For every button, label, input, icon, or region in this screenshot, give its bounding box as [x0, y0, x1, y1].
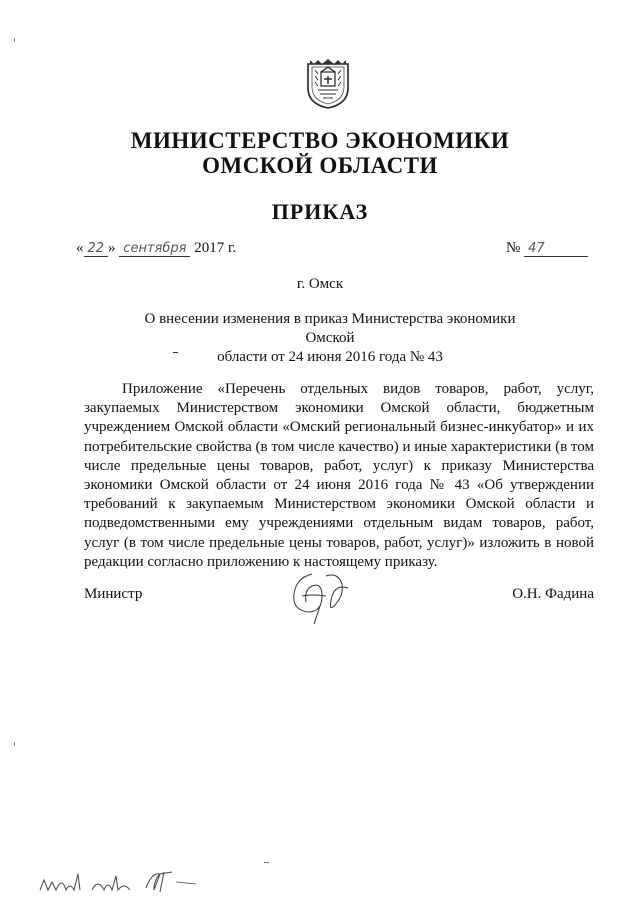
signatory-name: О.Н. Фадина [512, 586, 594, 602]
subject-line-2: области от 24 июня 2016 года № 43 [217, 349, 443, 365]
ministry-name [0, 128, 640, 178]
ministry-line-1: МИНИСТЕРСТВО ЭКОНОМИКИ [130, 128, 510, 153]
date-month-handwritten: сентября [119, 241, 190, 257]
omsk-coat-of-arms-icon [306, 58, 350, 110]
handwritten-note-icon [36, 860, 216, 896]
city-name: г. Омск [296, 276, 344, 292]
stray-mark [14, 38, 15, 42]
order-number [506, 240, 588, 257]
order-number-prefix: № [506, 240, 521, 256]
document-type-title: ПРИКАЗ [271, 199, 369, 224]
order-date [76, 240, 236, 257]
order-subject [120, 310, 540, 367]
body-paragraph: Приложение «Перечень отдельных видов товаров, работ, услуг, закупаемых Министерством экономики Омской области, бюджетным учреждением Омской области «Омский региональный бизнес-инкубатор» и их потребительские свойства (в том числе качество) и иные характеристики (в том числе предельные цены товаров, работ, услуг) к приказу Министерства экономики Омской области от 24 июня 2016 года № 43 «Об утверждении требований к закупаемым Министерством экономики Омской области и подведомственными ему учреждениями отдельным видам товаров, работ, услуг (в том числе предельные цены товаров, работ, услуг)» изложить в новой редакции согласно приложению к настоящему приказу. [84, 381, 594, 570]
stray-mark [264, 862, 269, 863]
stray-mark [14, 742, 15, 746]
date-year: 2017 г. [194, 240, 237, 256]
subject-line-1: О внесении изменения в приказ Министерства экономики Омской [144, 311, 516, 346]
ministry-line-2: ОМСКОЙ ОБЛАСТИ [202, 153, 438, 178]
date-day-handwritten: 22 [84, 241, 109, 257]
signatory-role: Министр [84, 586, 143, 602]
date-quote-close: » [108, 240, 116, 256]
order-number-handwritten: 47 [524, 241, 588, 257]
date-quote-open: « [76, 240, 84, 256]
stray-mark [173, 352, 178, 353]
handwritten-signature-icon [282, 566, 356, 628]
